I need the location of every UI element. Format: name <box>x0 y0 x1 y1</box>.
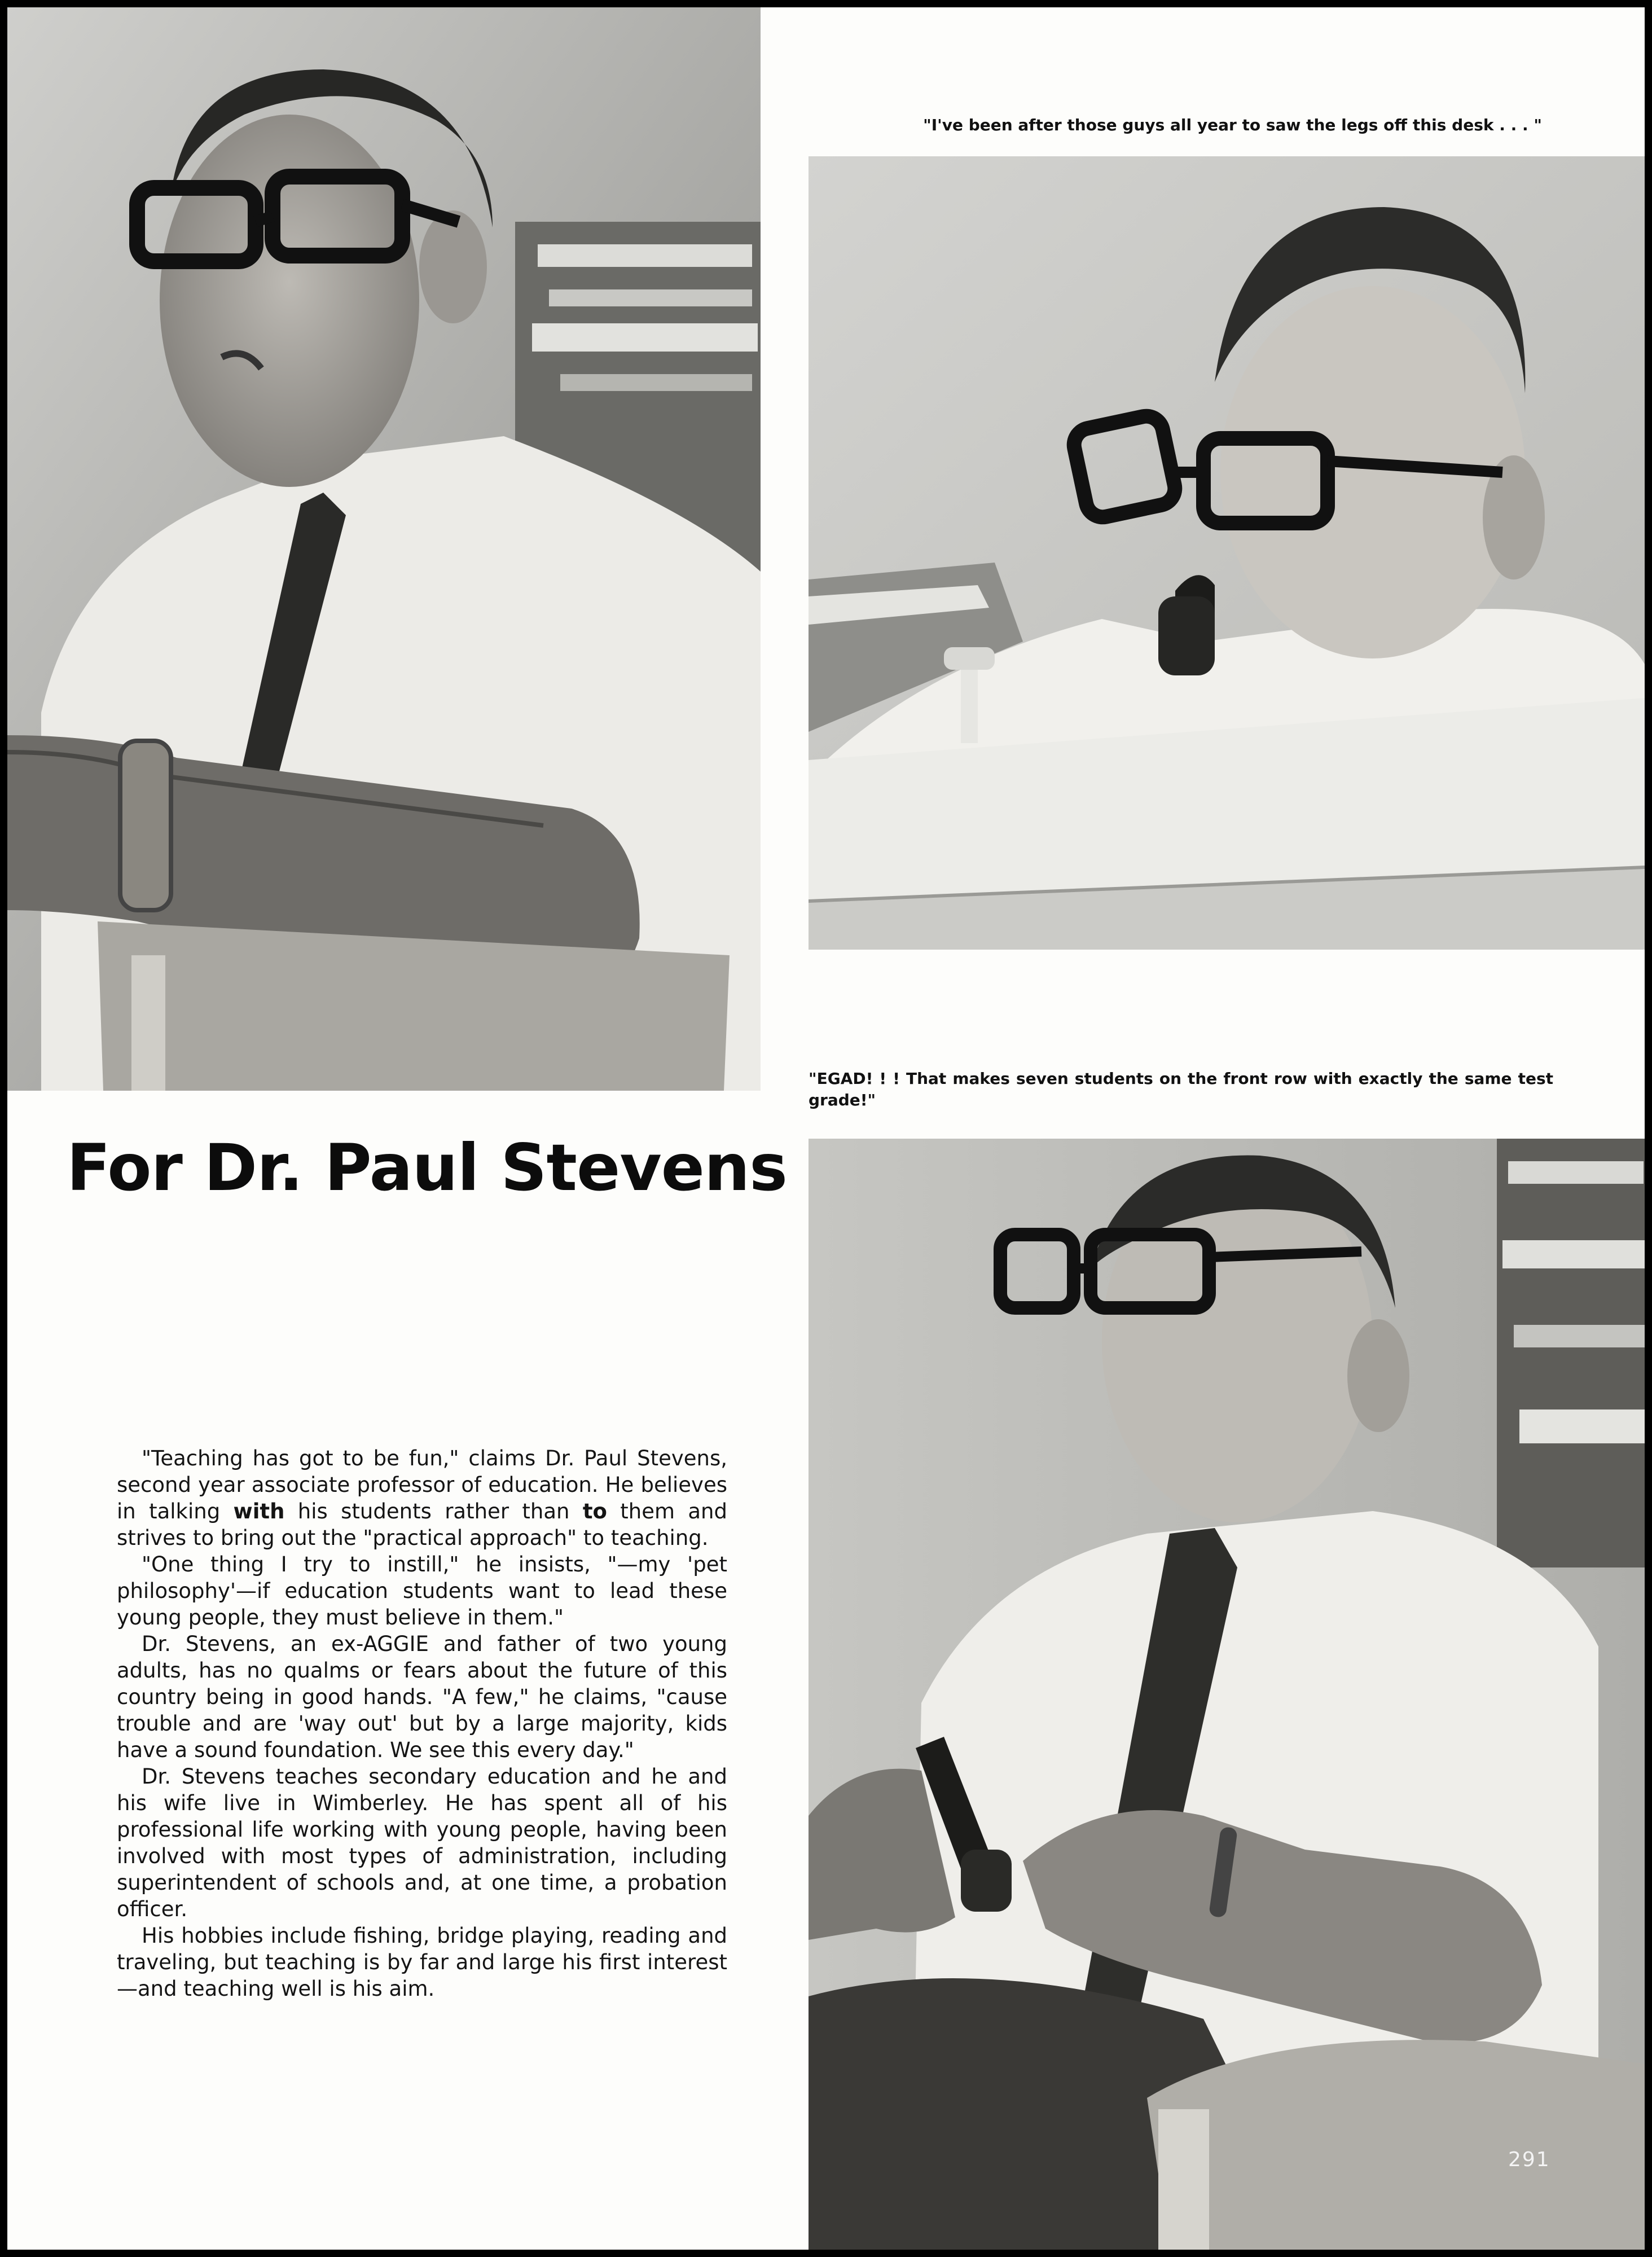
article-p1-part-b: his students rather than <box>284 1499 583 1523</box>
article-paragraph-1 <box>117 1445 727 1551</box>
caption-egad: "EGAD! ! ! That makes seven students on the front row with exactly the same test grade!" <box>809 1069 1553 1109</box>
photo-professor-speaking-illustration <box>7 7 761 1091</box>
article-paragraph-2: "One thing I try to instill," he insists, "—my 'pet philosophy'—if education students want to lead these young people, they must believe in them." <box>117 1552 727 1630</box>
article-body <box>117 1445 727 2002</box>
photo-professor-speaking <box>7 7 761 1091</box>
article-paragraph-3: Dr. Stevens, an ex-AGGIE and father of two young adults, has no qualms or fears about the future of this country being in good hands. "A few," he claims, "cause trouble and are 'way out' but by a large majority, kids have a sound foundation. We see this every day." <box>117 1632 727 1762</box>
caption-desk-legs: "I've been after those guys all year to saw the legs off this desk . . . " <box>923 116 1542 134</box>
page-number: 291 <box>1508 2148 1550 2171</box>
yearbook-page <box>7 7 1645 2250</box>
article-paragraph-4: Dr. Stevens teaches secondary education and he and his wife live in Wimberley. He has spent all of his professional life working with young people, having been involved with most types of administration, including superintendent of schools and, at one time, a probation officer. <box>117 1764 727 1921</box>
article-p1-emphasis-to: to <box>582 1499 607 1523</box>
page-title: For Dr. Paul Stevens <box>67 1130 787 1205</box>
article-paragraph-5: His hobbies include fishing, bridge playing, reading and traveling, but teaching is by far and large his first interest—and teaching well is his aim. <box>117 1924 727 2001</box>
photo-professor-with-pipe <box>809 156 1645 950</box>
article-p1-part-c: them and strives to bring out the "practical approach" to teaching. <box>117 1499 727 1550</box>
article-p1-emphasis-with: with <box>233 1499 285 1523</box>
article-p1-part-a: "Teaching has got to be fun," claims Dr. Paul Stevens, second year associate professor of education. He believes in talking <box>117 1446 727 1523</box>
photo-professor-seated-illustration <box>809 1139 1645 2250</box>
photo-professor-with-pipe-illustration <box>809 156 1645 950</box>
photo-professor-seated <box>809 1139 1645 2250</box>
